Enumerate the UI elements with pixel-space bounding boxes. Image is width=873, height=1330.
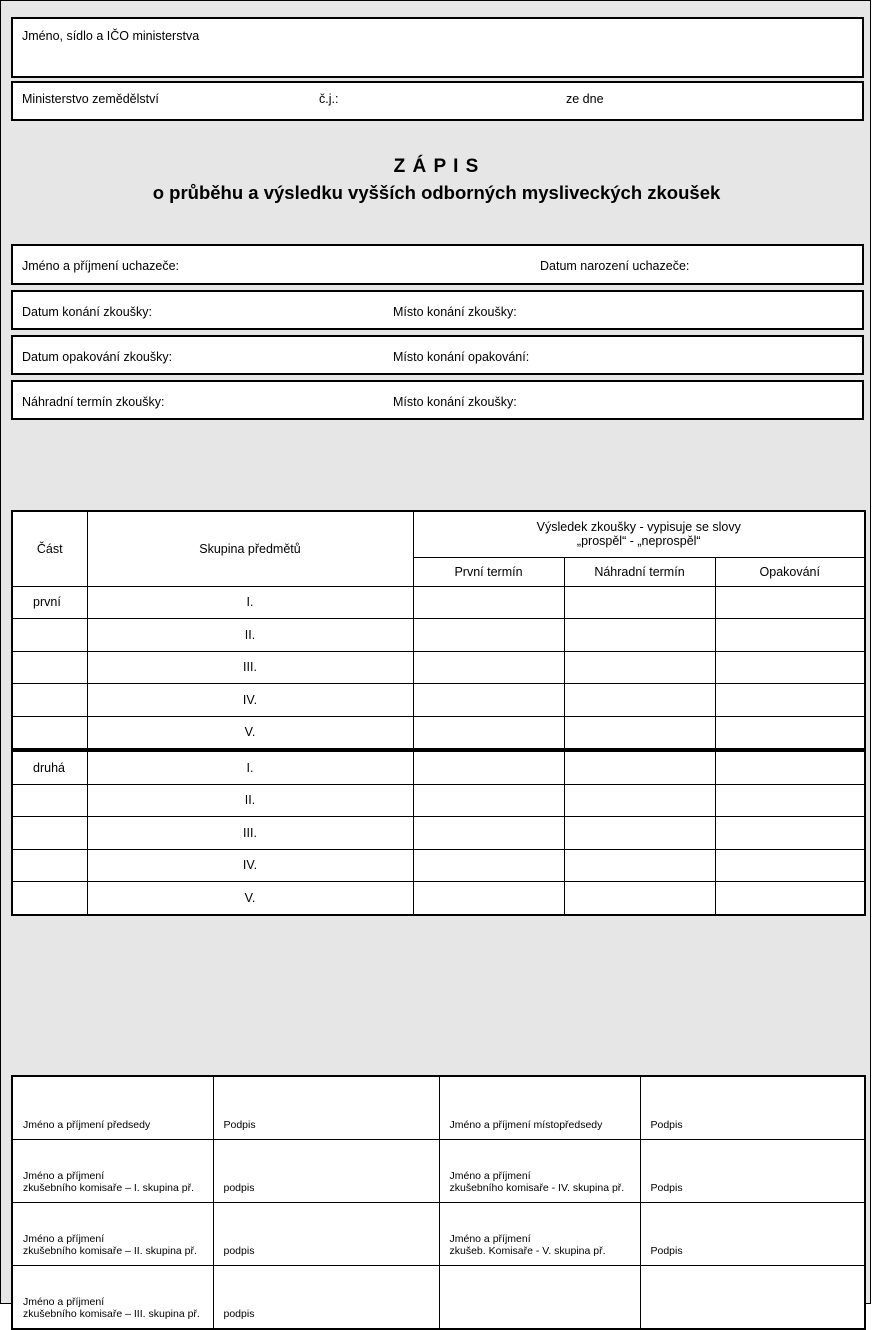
exam-date-row[interactable] — [11, 290, 864, 330]
examiner-3-signature-label: podpis — [213, 1266, 439, 1330]
chair-signature-label: Podpis — [213, 1076, 439, 1140]
substitute-date-label: Náhradní termín zkoušky: — [22, 395, 165, 409]
ministry-box[interactable] — [11, 17, 864, 78]
group-label: IV. — [87, 684, 413, 717]
result-cell[interactable] — [564, 586, 715, 619]
empty-cell — [439, 1266, 640, 1330]
part-cell — [12, 716, 87, 750]
result-cell[interactable] — [564, 619, 715, 652]
page-title: Z Á P I S — [393, 156, 480, 177]
result-cell[interactable] — [413, 651, 564, 684]
result-cell[interactable] — [413, 849, 564, 882]
substitute-date-row[interactable] — [11, 380, 864, 420]
vice-chair-signature-label: Podpis — [640, 1076, 865, 1140]
header-result — [413, 511, 865, 557]
group-label: III. — [87, 817, 413, 850]
part-cell — [12, 619, 87, 652]
group-label: V. — [87, 716, 413, 750]
result-cell[interactable] — [715, 619, 865, 652]
result-cell[interactable] — [413, 882, 564, 915]
results-table — [11, 510, 866, 916]
candidate-birth-label: Datum narození uchazeče: — [540, 259, 690, 273]
examiner-5-line2: zkušeb. Komisaře - V. skupina př. — [449, 1245, 606, 1257]
examiner-2-line1: Jméno a příjmení — [23, 1233, 105, 1245]
exam-date-label: Datum konání zkoušky: — [22, 305, 152, 319]
examiner-4-line2: zkušebního komisaře - IV. skupina př. — [449, 1182, 625, 1194]
page-subtitle: o průběhu a výsledku vyšších odborných mysliveckých zkoušek — [152, 182, 721, 203]
part-cell — [12, 882, 87, 915]
result-cell[interactable] — [564, 750, 715, 784]
result-cell[interactable] — [564, 684, 715, 717]
result-cell[interactable] — [715, 750, 865, 784]
date-label: ze dne — [566, 92, 604, 106]
examiner-1-signature-label: podpis — [213, 1140, 439, 1203]
result-cell[interactable] — [413, 750, 564, 784]
examiner-2-signature-label: podpis — [213, 1203, 439, 1266]
group-label: IV. — [87, 849, 413, 882]
part-cell — [12, 784, 87, 817]
examiner-4-name-label — [439, 1140, 640, 1203]
part-cell — [12, 651, 87, 684]
part-cell — [12, 849, 87, 882]
examiner-1-name-label — [12, 1140, 213, 1203]
header-repeat: Opakování — [715, 557, 865, 586]
result-cell[interactable] — [715, 882, 865, 915]
group-label: II. — [87, 784, 413, 817]
result-cell[interactable] — [564, 716, 715, 750]
examiner-1-line1: Jméno a příjmení — [23, 1170, 105, 1182]
header-part: Část — [12, 511, 87, 586]
result-cell[interactable] — [715, 716, 865, 750]
signature-table — [11, 1075, 866, 1330]
result-cell[interactable] — [715, 784, 865, 817]
result-cell[interactable] — [715, 817, 865, 850]
substitute-place-label: Místo konání zkoušky: — [393, 395, 517, 409]
chair-name-label: Jméno a příjmení předsedy — [12, 1076, 213, 1140]
repeat-date-row[interactable] — [11, 335, 864, 375]
examiner-4-line1: Jméno a příjmení — [449, 1170, 531, 1182]
header-substitute-term: Náhradní termín — [564, 557, 715, 586]
group-label: III. — [87, 651, 413, 684]
part-cell — [12, 684, 87, 717]
header-first-term: První termín — [413, 557, 564, 586]
examiner-2-line2: zkušebního komisaře – II. skupina př. — [23, 1245, 197, 1257]
examiner-1-line2: zkušebního komisaře – I. skupina př. — [23, 1182, 195, 1194]
ministry-row — [11, 81, 864, 121]
group-label: V. — [87, 882, 413, 915]
empty-cell — [640, 1266, 865, 1330]
examiner-2-name-label — [12, 1203, 213, 1266]
result-cell[interactable] — [564, 849, 715, 882]
result-cell[interactable] — [413, 716, 564, 750]
repeat-place-label: Místo konání opakování: — [393, 350, 530, 364]
header-group: Skupina předmětů — [87, 511, 413, 586]
result-cell[interactable] — [715, 684, 865, 717]
reference-label: č.j.: — [319, 92, 339, 106]
result-cell[interactable] — [413, 619, 564, 652]
candidate-name-label: Jméno a příjmení uchazeče: — [22, 259, 180, 273]
group-label: I. — [87, 750, 413, 784]
part-second-label: druhá — [12, 750, 87, 784]
result-cell[interactable] — [564, 651, 715, 684]
examiner-4-signature-label: Podpis — [640, 1140, 865, 1203]
examiner-3-line2: zkušebního komisaře – III. skupina př. — [23, 1308, 200, 1320]
group-label: II. — [87, 619, 413, 652]
result-cell[interactable] — [413, 684, 564, 717]
result-cell[interactable] — [413, 586, 564, 619]
vice-chair-name-label: Jméno a příjmení místopředsedy — [439, 1076, 640, 1140]
candidate-row[interactable] — [11, 244, 864, 285]
examiner-3-line1: Jméno a příjmení — [23, 1296, 105, 1308]
ministry-box-label: Jméno, sídlo a IČO ministerstva — [22, 29, 200, 43]
result-cell[interactable] — [413, 817, 564, 850]
group-label: I. — [87, 586, 413, 619]
repeat-date-label: Datum opakování zkoušky: — [22, 350, 173, 364]
examiner-5-name-label — [439, 1203, 640, 1266]
header-result-line1: Výsledek zkoušky - vypisuje se slovy — [536, 520, 741, 535]
exam-place-label: Místo konání zkoušky: — [393, 305, 517, 319]
header-result-line2: „prospěl“ - „neprospěl“ — [576, 534, 701, 549]
result-cell[interactable] — [715, 651, 865, 684]
examiner-3-name-label — [12, 1266, 213, 1330]
part-cell — [12, 817, 87, 850]
result-cell[interactable] — [564, 882, 715, 915]
result-cell[interactable] — [715, 586, 865, 619]
examiner-5-line1: Jméno a příjmení — [449, 1233, 531, 1245]
examiner-5-signature-label: Podpis — [640, 1203, 865, 1266]
result-cell[interactable] — [564, 817, 715, 850]
ministry-name: Ministerstvo zemědělství — [22, 92, 159, 106]
result-cell[interactable] — [413, 784, 564, 817]
result-cell[interactable] — [564, 784, 715, 817]
part-first-label: první — [12, 586, 87, 619]
result-cell[interactable] — [715, 849, 865, 882]
